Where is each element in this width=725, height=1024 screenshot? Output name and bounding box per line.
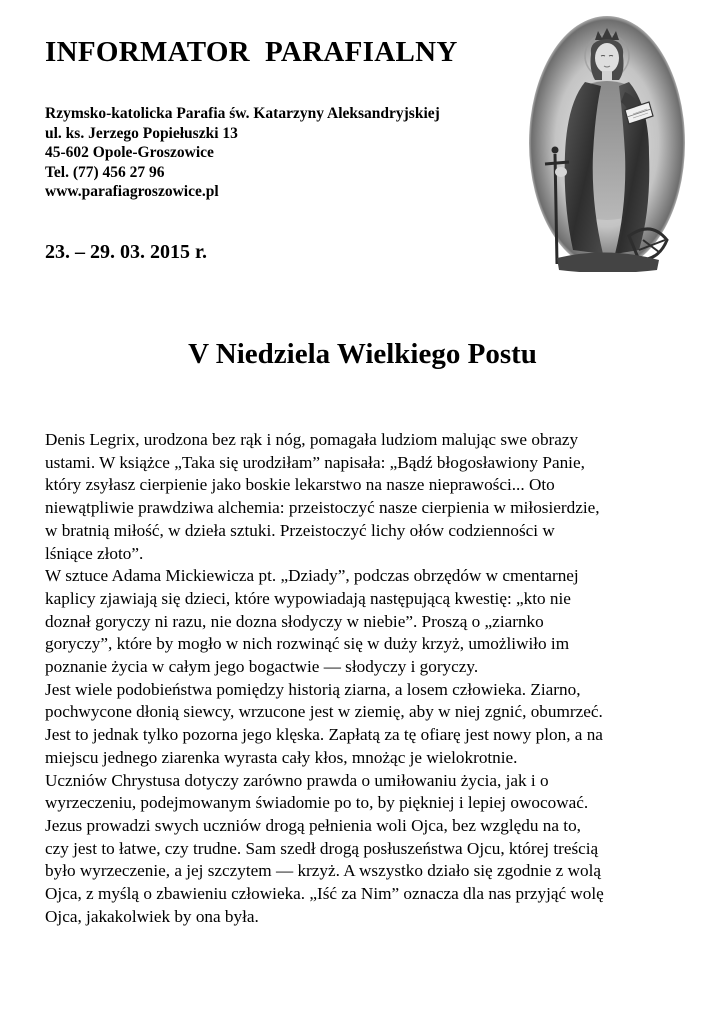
article-body [45,429,685,928]
body-line: wyrzeczeniu, podejmowanym świadomie po to, by piękniej i lepiej owocować. [45,793,589,813]
body-line: goryczy”, które by mogło w nich rozwinąć się w duży krzyż, umożliwiło im [45,634,570,654]
body-line: w bratnią miłość, w dzieła sztuki. Przeistoczyć lichy ołów codzienności w [45,520,555,540]
body-line: Uczniów Chrystusa dotyczy zarówno prawda o umiłowaniu życia, jak i o [45,770,549,790]
body-line: który zsyłasz cierpienie jako boskie lekarstwo na nasze nieprawości... Oto [45,475,555,495]
body-line: było wyrzeczenie, a jej szczytem — krzyż. A wszystko działo się zgodnie z wolą [45,861,602,881]
parish-street: ul. ks. Jerzego Popiełuszki 13 [45,124,238,142]
saint-catherine-portrait-icon [527,14,687,272]
body-line: Ojca, z myślą o zbawieniu człowieka. „Iść za Nim” oznacza dla nas przyjąć wolę [45,884,604,904]
article-headline: V Niedziela Wielkiego Postu [188,338,537,370]
body-line: Jest wiele podobieństwa pomiędzy historią ziarna, a losem człowieka. Ziarno, [45,679,581,699]
body-line: miejscu jednego ziarenka wyrasta cały kłos, mnożąc je wielokrotnie. [45,747,518,767]
body-line: pochwycone dłonią siewcy, wrzucone jest w ziemię, aby w niej zgnić, obumrzeć. [45,702,603,722]
body-line: W sztuce Adama Mickiewicza pt. „Dziady”, podczas obrzędów w cmentarnej [45,566,579,586]
body-line: niewątpliwie prawdziwa alchemia: przeistoczyć nasze cierpienia w miłosierdzie, [45,498,600,518]
body-line: Jest to jednak tylko pozorna jego klęska. Zapłatą za tę ofiarę jest nowy plon, a na [45,725,603,745]
newsletter-title: INFORMATOR PARAFIALNY [45,36,458,68]
parish-address [45,104,440,202]
parish-phone: Tel. (77) 456 27 96 [45,163,165,181]
body-line: Denis Legrix, urodzona bez rąk i nóg, pomagała ludziom malując swe obrazy [45,430,579,449]
body-line: lśniące złoto”. [45,543,144,563]
body-line: doznał goryczy ni razu, nie dozna słodyczy w niebie”. Proszą o „ziarnko [45,611,544,631]
body-line: czy jest to łatwe, czy trudne. Sam szedł drogą posłuszeństwa Ojcu, której treścią [45,838,599,858]
body-line: poznanie życia w całym jego bogactwie — słodyczy i goryczy. [45,657,479,677]
parish-website: www.parafiagroszowice.pl [45,183,219,200]
body-line: Ojca, jakakolwiek by ona była. [45,906,259,926]
parish-name: Rzymsko-katolicka Parafia św. Katarzyny Aleksandryjskiej [45,105,440,122]
parish-city: 45-602 Opole-Groszowice [45,144,214,161]
body-line: ustami. W książce „Taka się urodziłam” napisała: „Bądź błogosławiony Panie, [45,452,585,472]
body-line: Jezus prowadzi swych uczniów drogą pełnienia woli Ojca, bez względu na to, [45,815,581,835]
body-line: kaplicy zjawiają się dzieci, które wypowiadają następującą kwestię: „kto nie [45,588,571,608]
issue-date: 23. – 29. 03. 2015 r. [45,241,208,263]
